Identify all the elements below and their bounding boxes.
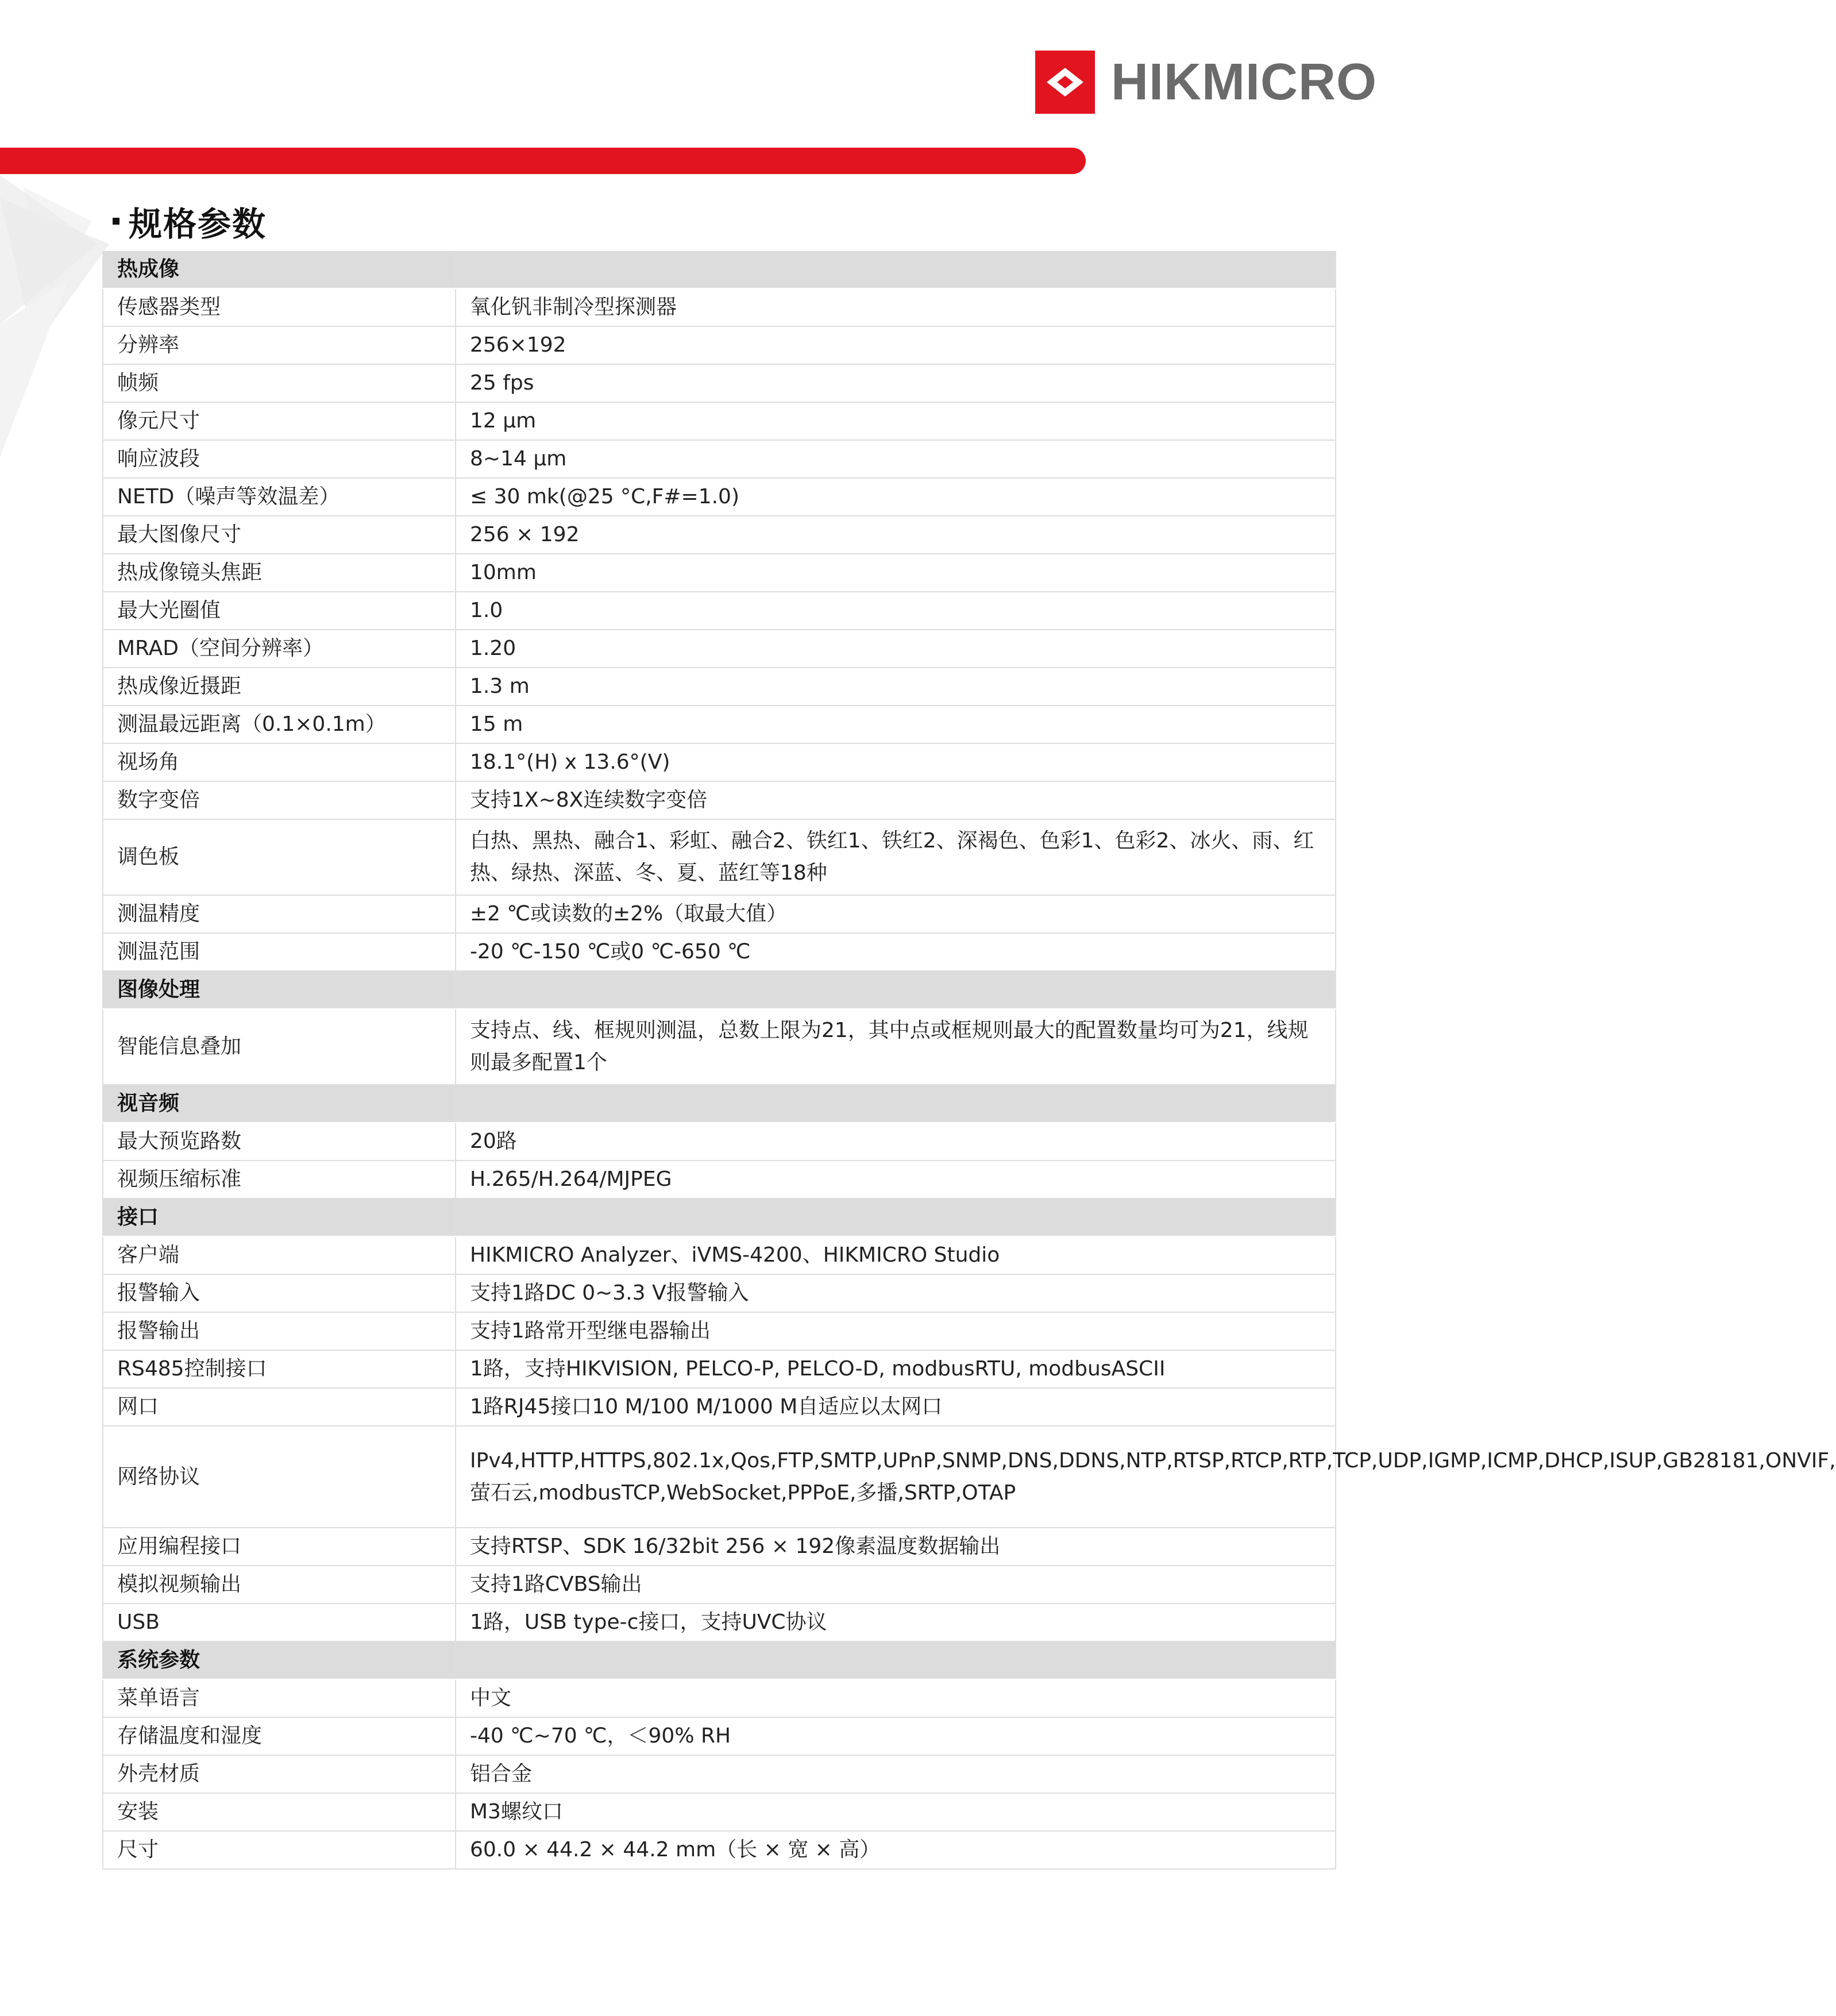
spec-label: 分辨率: [103, 326, 456, 364]
section-header-row: [103, 971, 1336, 1009]
spec-value: H.265/H.264/MJPEG: [456, 1161, 1336, 1198]
spec-value: ±2 ℃或读数的±2%（取最大值）: [456, 895, 1336, 933]
table-row: [103, 1755, 1336, 1793]
table-row: [103, 1236, 1336, 1274]
spec-value: 256 × 192: [456, 516, 1336, 554]
section-header: 视音频: [103, 1085, 456, 1123]
section-header-row: [103, 1085, 1336, 1123]
table-row: [103, 1312, 1336, 1350]
spec-value: 白热、黑热、融合1、彩虹、融合2、铁红1、铁红2、深褐色、色彩1、色彩2、冰火、雨、红热、绿热、深蓝、冬、夏、蓝红等18种: [456, 819, 1336, 895]
table-row: [103, 668, 1336, 706]
table-row: [103, 288, 1336, 326]
table-row: [103, 1831, 1336, 1869]
section-header-row: [103, 1641, 1336, 1679]
spec-value: 25 fps: [456, 364, 1336, 402]
table-row: [103, 1717, 1336, 1755]
table-row: [103, 1679, 1336, 1717]
section-header-filler: [456, 1641, 1336, 1679]
spec-value: 1.20: [456, 630, 1336, 668]
spec-label: 最大图像尺寸: [103, 516, 456, 554]
spec-label: 应用编程接口: [103, 1528, 456, 1566]
spec-label: 尺寸: [103, 1831, 456, 1869]
table-row: [103, 478, 1336, 516]
table-row: [103, 440, 1336, 478]
table-row: [103, 554, 1336, 592]
brand-name: HIKMICRO: [1111, 53, 1377, 111]
spec-label: 最大预览路数: [103, 1123, 456, 1161]
spec-label: 帧频: [103, 364, 456, 402]
table-row: [103, 402, 1336, 440]
spec-label: 视场角: [103, 743, 456, 781]
spec-value: 20路: [456, 1123, 1336, 1161]
spec-value: -40 ℃~70 ℃，＜90% RH: [456, 1717, 1336, 1755]
table-row: [103, 1528, 1336, 1566]
spec-label: 热成像镜头焦距: [103, 554, 456, 592]
spec-label: USB: [103, 1603, 456, 1641]
spec-value: M3螺纹口: [456, 1793, 1336, 1831]
spec-label: 客户端: [103, 1236, 456, 1274]
section-header-filler: [456, 971, 1336, 1009]
spec-value: 1路，支持HIKVISION, PELCO-P, PELCO-D, modbusRTU, modbusASCII: [456, 1350, 1336, 1388]
spec-label: 智能信息叠加: [103, 1009, 456, 1085]
spec-label: 菜单语言: [103, 1679, 456, 1717]
spec-label: 视频压缩标准: [103, 1161, 456, 1198]
spec-value: 支持1路CVBS输出: [456, 1566, 1336, 1603]
spec-label: 热成像近摄距: [103, 668, 456, 706]
spec-value: 氧化钒非制冷型探测器: [456, 288, 1336, 326]
spec-label: 报警输入: [103, 1274, 456, 1312]
decorative-triangles: [0, 175, 115, 457]
spec-value: 1.3 m: [456, 668, 1336, 706]
section-header-filler: [456, 1198, 1336, 1236]
table-row: [103, 1566, 1336, 1603]
spec-value: 12 μm: [456, 402, 1336, 440]
spec-label: 存储温度和湿度: [103, 1717, 456, 1755]
spec-label: 测温精度: [103, 895, 456, 933]
section-header-filler: [456, 251, 1336, 288]
table-row: [103, 1603, 1336, 1641]
spec-table: [102, 251, 1836, 1869]
spec-label: 调色板: [103, 819, 456, 895]
table-row: [103, 516, 1336, 554]
spec-label: 安装: [103, 1793, 456, 1831]
title-bullet: [113, 218, 119, 225]
table-row: [103, 1793, 1336, 1831]
table-row: [103, 743, 1336, 781]
spec-value: IPv4,HTTP,HTTPS,802.1x,Qos,FTP,SMTP,UPnP,SNMP,DNS,DDNS,NTP,RTSP,RTCP,RTP,TCP,UDP,IGMP,ICMP,DHCP,ISUP,GB28181,ONVIF,萤石云,modbusTCP,WebSocket,PPPoE,多播,SRTP,OTAP: [456, 1426, 1336, 1528]
table-row: [103, 706, 1336, 743]
spec-value: ≤ 30 mk(@25 °C,F#=1.0): [456, 478, 1336, 516]
spec-label: 网络协议: [103, 1426, 456, 1528]
spec-value: 1路，USB type-c接口，支持UVC协议: [456, 1603, 1336, 1641]
spec-value: 支持RTSP、SDK 16/32bit 256 × 192像素温度数据输出: [456, 1528, 1336, 1566]
brand-logo: [1035, 51, 1377, 114]
spec-value: -20 ℃-150 ℃或0 ℃-650 ℃: [456, 933, 1336, 971]
table-row: [103, 364, 1336, 402]
spec-label: 测温范围: [103, 933, 456, 971]
spec-value: 1路RJ45接口10 M/100 M/1000 M自适应以太网口: [456, 1388, 1336, 1426]
spec-value: 支持1路DC 0~3.3 V报警输入: [456, 1274, 1336, 1312]
table-row: [103, 819, 1336, 895]
spec-value: 256×192: [456, 326, 1336, 364]
spec-label: 传感器类型: [103, 288, 456, 326]
spec-value: 8~14 μm: [456, 440, 1336, 478]
section-header: 系统参数: [103, 1641, 456, 1679]
page-title-text: 规格参数: [129, 205, 267, 244]
table-row: [103, 1009, 1336, 1085]
spec-value: 铝合金: [456, 1755, 1336, 1793]
table-row: [103, 1388, 1336, 1426]
spec-label: RS485控制接口: [103, 1350, 456, 1388]
section-header-row: [103, 1198, 1336, 1236]
spec-value: 支持1X~8X连续数字变倍: [456, 781, 1336, 819]
spec-label: 数字变倍: [103, 781, 456, 819]
spec-label: 测温最远距离（0.1×0.1m）: [103, 706, 456, 743]
table-row: [103, 592, 1336, 630]
table-row: [103, 326, 1336, 364]
spec-label: 网口: [103, 1388, 456, 1426]
section-header: 接口: [103, 1198, 456, 1236]
table-row: [103, 895, 1336, 933]
section-header-row: [103, 251, 1336, 288]
section-header: 图像处理: [103, 971, 456, 1009]
spec-label: 响应波段: [103, 440, 456, 478]
header-accent-bar: [0, 148, 1086, 174]
table-row: [103, 1274, 1336, 1312]
page-title: [113, 198, 267, 244]
spec-label: 外壳材质: [103, 1755, 456, 1793]
table-row: [103, 933, 1336, 971]
section-header: 热成像: [103, 251, 456, 288]
spec-value: 10mm: [456, 554, 1336, 592]
table-row: [103, 630, 1336, 668]
spec-value: 18.1°(H) x 13.6°(V): [456, 743, 1336, 781]
table-row: [103, 1350, 1336, 1388]
spec-label: NETD（噪声等效温差）: [103, 478, 456, 516]
spec-label: 模拟视频输出: [103, 1566, 456, 1603]
spec-value: 1.0: [456, 592, 1336, 630]
spec-value: HIKMICRO Analyzer、iVMS-4200、HIKMICRO Studio: [456, 1236, 1336, 1274]
spec-label: 像元尺寸: [103, 402, 456, 440]
table-row: [103, 781, 1336, 819]
spec-label: MRAD（空间分辨率）: [103, 630, 456, 668]
spec-value: 支持点、线、框规则测温，总数上限为21，其中点或框规则最大的配置数量均可为21，线规则最多配置1个: [456, 1009, 1336, 1085]
spec-value: 支持1路常开型继电器输出: [456, 1312, 1336, 1350]
table-row: [103, 1123, 1336, 1161]
table-row: [103, 1426, 1336, 1528]
table-row: [103, 1161, 1336, 1198]
spec-value: 15 m: [456, 706, 1336, 743]
spec-label: 报警输出: [103, 1312, 456, 1350]
section-header-filler: [456, 1085, 1336, 1123]
hikmicro-logo-mark-icon: [1035, 51, 1095, 114]
spec-value: 中文: [456, 1679, 1336, 1717]
spec-value: 60.0 × 44.2 × 44.2 mm（长 × 宽 × 高）: [456, 1831, 1336, 1869]
spec-label: 最大光圈值: [103, 592, 456, 630]
